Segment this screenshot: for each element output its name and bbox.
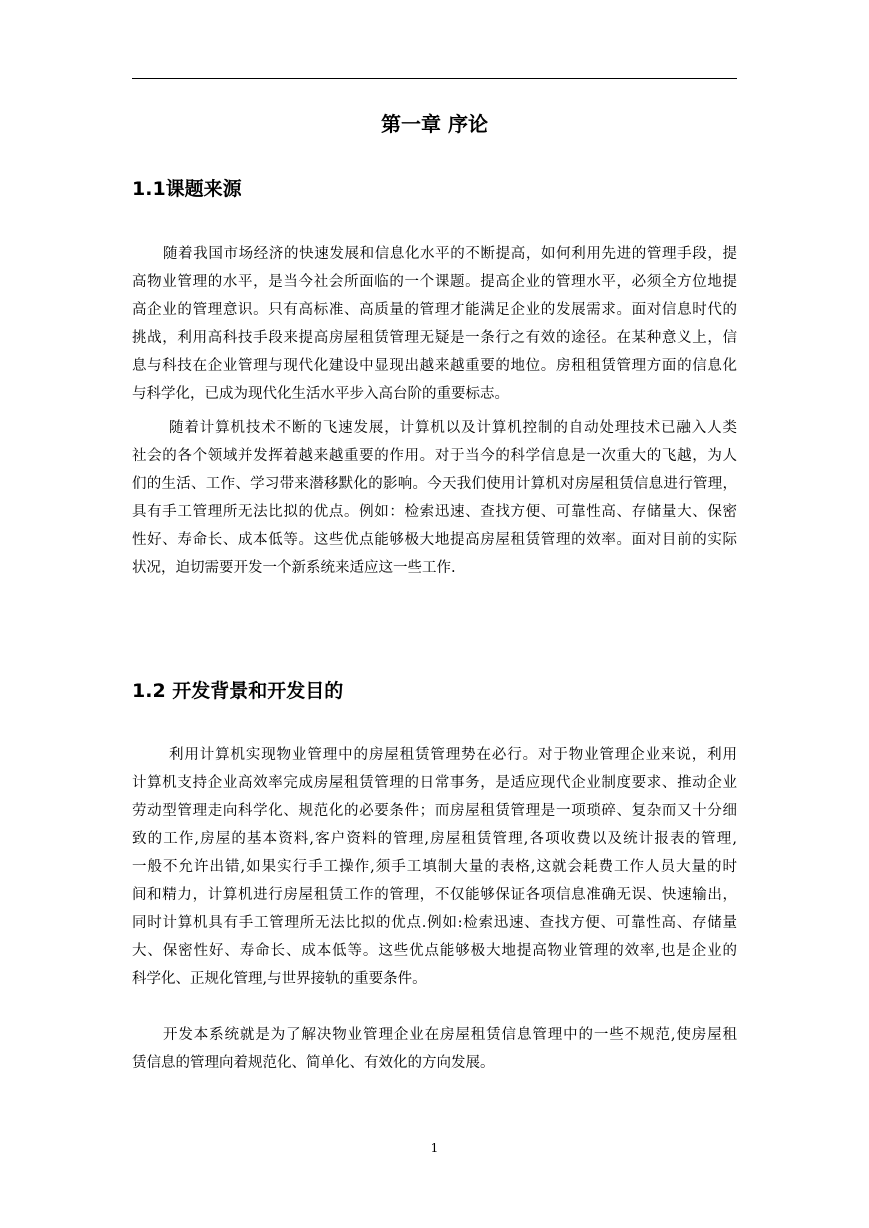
paragraph-line: 大、保密性好、寿命长、成本低等。这些优点能够极大地提高物业管理的效率,也是企业的 (132, 943, 737, 959)
paragraph-line: 开发本系统就是为了解决物业管理企业在房屋租赁信息管理中的一些不规范,使房屋租 (163, 1027, 737, 1043)
paragraph-line: 性好、寿命长、成本低等。这些优点能够极大地提高房屋租赁管理的效率。面对目前的实际 (132, 532, 737, 548)
paragraph-line: 间和精力，计算机进行房屋租赁工作的管理，不仅能够保证各项信息准确无误、快速输出， (132, 887, 737, 903)
section-heading-1-1: 1.1课题来源 (132, 178, 242, 200)
paragraph-line: 随着我国市场经济的快速发展和信息化水平的不断提高，如何利用先进的管理手段，提 (163, 246, 737, 262)
paragraph-line: 赁信息的管理向着规范化、简单化、有效化的方向发展。 (132, 1055, 495, 1071)
paragraph-line: 同时计算机具有手工管理所无法比拟的优点.例如:检索迅速、查找方便、可靠性高、存储量 (132, 915, 737, 931)
paragraph-line: 具有手工管理所无法比拟的优点。例如：检索迅速、查找方便、可靠性高、存储量大、保密 (132, 504, 737, 520)
paragraph (132, 1021, 737, 1077)
paragraph-line: 利用计算机实现物业管理中的房屋租赁管理势在必行。对于物业管理企业来说，利用 (169, 747, 737, 763)
paragraph-line: 致的工作,房屋的基本资料,客户资料的管理,房屋租赁管理,各项收费以及统计报表的管理, (132, 831, 737, 847)
paragraph-line: 们的生活、工作、学习带来潜移默化的影响。今天我们使用计算机对房屋租赁信息进行管理， (132, 476, 737, 492)
paragraph (132, 240, 737, 408)
paragraph-line: 高企业的管理意识。只有高标准、高质量的管理才能满足企业的发展需求。面对信息时代的 (132, 302, 737, 318)
chapter-title: 第一章 序论 (381, 112, 488, 136)
paragraph-line: 劳动型管理走向科学化、规范化的必要条件；而房屋租赁管理是一项琐碎、复杂而又十分细 (132, 803, 737, 819)
paragraph-line: 随着计算机技术不断的飞速发展，计算机以及计算机控制的自动处理技术已融入人类 (169, 420, 737, 436)
paragraph (132, 414, 737, 582)
section-heading-1-2: 1.2 开发背景和开发目的 (132, 680, 344, 702)
paragraph-line: 息与科技在企业管理与现代化建设中显现出越来越重要的地位。房租租赁管理方面的信息化 (132, 358, 737, 374)
page-number: 1 (430, 1141, 439, 1155)
paragraph-line: 计算机支持企业高效率完成房屋租赁管理的日常事务，是适应现代企业制度要求、推动企业 (132, 775, 737, 791)
paragraph-line: 科学化、正规化管理,与世界接轨的重要条件。 (132, 971, 427, 987)
header-rule (132, 78, 737, 79)
paragraph (132, 741, 737, 993)
paragraph-line: 状况，迫切需要开发一个新系统来适应这一些工作. (132, 560, 456, 576)
paragraph-line: 高物业管理的水平，是当今社会所面临的一个课题。提高企业的管理水平，必须全方位地提 (132, 274, 737, 290)
paragraph-line: 社会的各个领域并发挥着越来越重要的作用。对于当今的科学信息是一次重大的飞越，为人 (132, 448, 737, 464)
paragraph-line: 一般不允许出错,如果实行手工操作,须手工填制大量的表格,这就会耗费工作人员大量的时 (132, 859, 737, 875)
paragraph-line: 挑战，利用高科技手段来提高房屋租赁管理无疑是一条行之有效的途径。在某种意义上，信 (132, 330, 737, 346)
paragraph-line: 与科学化，已成为现代化生活水平步入高台阶的重要标志。 (132, 386, 509, 402)
